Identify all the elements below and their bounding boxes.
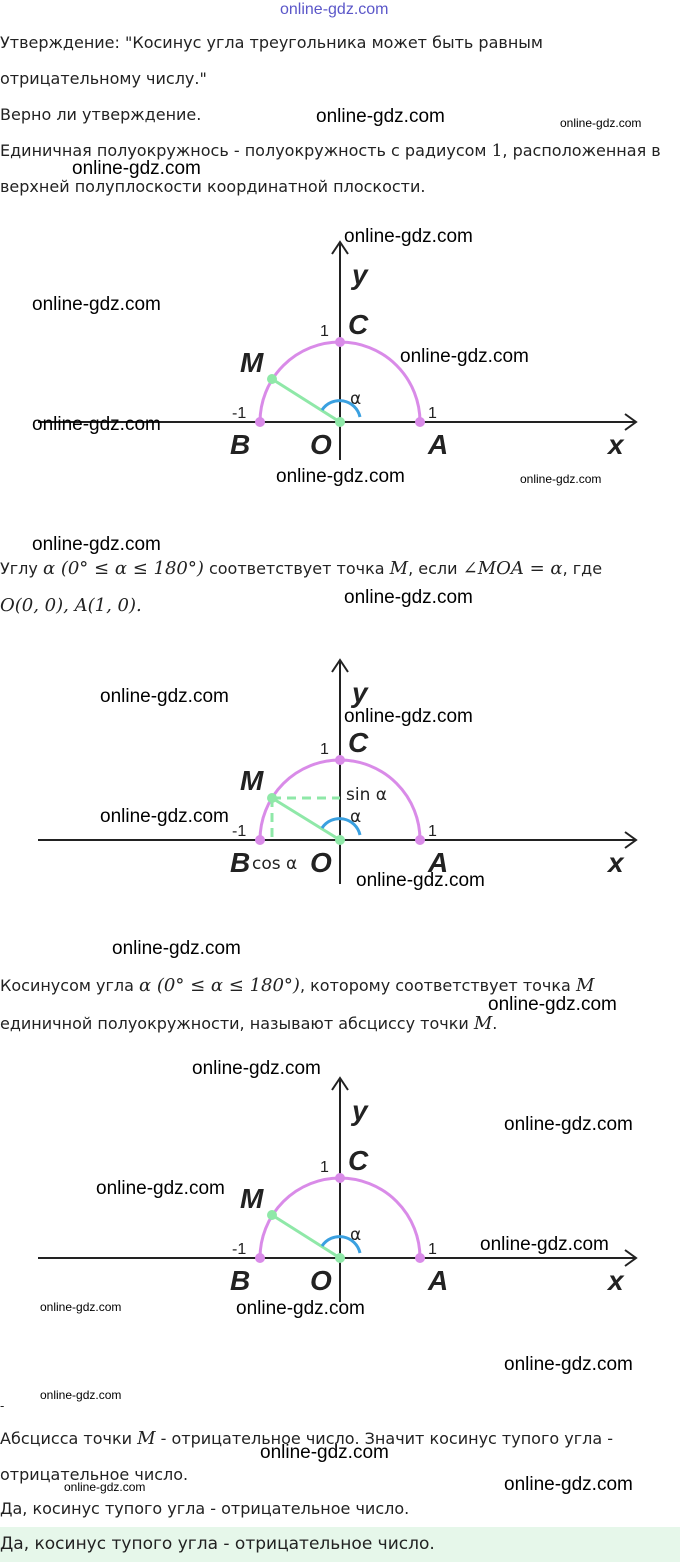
watermark: online-gdz.com	[316, 106, 445, 127]
tick-1-right: 1	[428, 1241, 437, 1258]
label-c: C	[348, 1145, 369, 1176]
label-o: O	[310, 847, 332, 878]
watermark: online-gdz.com	[344, 706, 473, 727]
label-m: M	[240, 765, 264, 796]
label-b: B	[230, 429, 251, 460]
radius-om	[272, 379, 340, 422]
label-c: C	[348, 727, 369, 758]
label-o: O	[310, 429, 332, 460]
question-line: Верно ли утверждение.	[0, 105, 202, 124]
diagram-1	[0, 232, 680, 472]
point-m-math-2: M	[473, 1013, 493, 1034]
cosine-range-math: α (0° ≤ α ≤ 180°)	[139, 975, 300, 996]
point-c	[335, 755, 345, 765]
watermark: online-gdz.com	[40, 1388, 122, 1402]
radius-om	[272, 798, 340, 840]
label-sin-alpha: sin α	[346, 785, 387, 805]
tick-1-right: 1	[428, 823, 437, 840]
tick-1-top: 1	[320, 741, 329, 758]
label-a: A	[428, 429, 449, 460]
watermark: online-gdz.com	[260, 1442, 389, 1463]
tick-minus-1: -1	[232, 1241, 247, 1258]
watermark: online-gdz.com	[100, 686, 229, 707]
point-m	[267, 374, 277, 384]
cosine-def-line-2	[0, 1014, 497, 1034]
label-m: M	[240, 1183, 264, 1214]
watermark: online-gdz.com	[356, 870, 485, 891]
label-m: M	[240, 347, 264, 378]
point-c	[335, 337, 345, 347]
watermark: online-gdz.com	[488, 994, 617, 1015]
cosine-text-b: , которому соответствует точка	[299, 976, 576, 995]
point-b	[255, 1253, 265, 1263]
watermark: online-gdz.com	[32, 294, 161, 315]
tick-1-right: 1	[428, 405, 437, 422]
point-o	[335, 1253, 345, 1263]
label-x: x	[608, 1265, 624, 1296]
tick-1-top: 1	[320, 323, 329, 340]
label-alpha: α	[350, 807, 362, 827]
top-watermark: online-gdz.com	[280, 1, 389, 18]
point-m-math: M	[575, 975, 595, 996]
label-x: x	[608, 847, 624, 878]
watermark: online-gdz.com	[276, 466, 405, 487]
watermark: online-gdz.com	[504, 1114, 633, 1135]
angle-line-2	[0, 596, 142, 616]
point-m	[267, 1210, 277, 1220]
tick-minus-1: -1	[232, 823, 247, 840]
dash-marker: -	[0, 1399, 5, 1413]
label-x: x	[608, 429, 624, 460]
watermark: online-gdz.com	[344, 226, 473, 247]
watermark: online-gdz.com	[192, 1058, 321, 1079]
angle-line-1	[0, 559, 602, 579]
point-a	[415, 417, 425, 427]
watermark: online-gdz.com	[480, 1234, 609, 1255]
watermark: online-gdz.com	[72, 158, 201, 179]
watermark: online-gdz.com	[560, 116, 642, 130]
label-b: B	[230, 847, 251, 878]
radius-om	[272, 1215, 340, 1258]
angle-text-b: соответствует точка	[203, 559, 390, 578]
label-b: B	[230, 1265, 251, 1296]
label-c: C	[348, 309, 369, 340]
label-y: y	[352, 677, 368, 708]
watermark: online-gdz.com	[520, 472, 602, 486]
definition-text-b: , расположенная в	[502, 141, 661, 160]
watermark: online-gdz.com	[504, 1474, 633, 1495]
label-a: A	[428, 1265, 449, 1296]
point-m-math: M	[389, 558, 409, 579]
conclusion-text-a: Абсцисса точки	[0, 1429, 138, 1448]
definition-text-a: Единичная полуокружнось - полуокружность с радиусом	[0, 141, 492, 160]
point-b	[255, 835, 265, 845]
cosine-text-c: единичной полуокружности, называют абсциссу точки	[0, 1014, 474, 1033]
conclusion-line-2: отрицательное число.	[0, 1465, 189, 1484]
watermark: online-gdz.com	[32, 534, 161, 555]
conclusion-line-3: Да, косинус тупого угла - отрицательное число.	[0, 1499, 410, 1518]
coordinates-math: O(0, 0), A(1, 0).	[0, 595, 142, 616]
point-c	[335, 1173, 345, 1183]
cosine-def-line-1	[0, 976, 594, 996]
point-m	[267, 793, 277, 803]
watermark: online-gdz.com	[112, 938, 241, 959]
angle-range-math: α (0° ≤ α ≤ 180°)	[42, 558, 204, 579]
statement-line-2: отрицательному числу."	[0, 69, 207, 88]
angle-text-d: , где	[562, 559, 603, 578]
point-a	[415, 1253, 425, 1263]
tick-1-top: 1	[320, 1159, 329, 1176]
watermark: online-gdz.com	[40, 1300, 122, 1314]
point-o	[335, 835, 345, 845]
radius-value: 1	[491, 141, 503, 161]
watermark: online-gdz.com	[236, 1298, 365, 1319]
label-alpha: α	[350, 389, 362, 409]
watermark: online-gdz.com	[96, 1178, 225, 1199]
cosine-text-a: Косинусом угла	[0, 976, 140, 995]
label-alpha: α	[350, 1225, 362, 1245]
point-a	[415, 835, 425, 845]
statement-line-1: Утверждение: "Косинус угла треугольника может быть равным	[0, 33, 543, 52]
angle-moa-math: ∠MOA = α	[462, 558, 563, 579]
label-y: y	[352, 1095, 368, 1126]
definition-line-2: верхней полуплоскости координатной плоскости.	[0, 177, 426, 196]
angle-text-a: Углу	[0, 559, 43, 578]
label-y: y	[352, 259, 368, 290]
angle-text-c: , если	[408, 559, 463, 578]
answer-box: Да, косинус тупого угла - отрицательное число.	[0, 1527, 680, 1562]
cosine-text-d: .	[492, 1014, 498, 1033]
label-o: O	[310, 1265, 332, 1296]
label-a: A	[428, 847, 449, 878]
point-m-math-3: M	[137, 1428, 156, 1449]
watermark: online-gdz.com	[100, 806, 229, 827]
tick-minus-1: -1	[232, 405, 247, 422]
point-o	[335, 417, 345, 427]
watermark: online-gdz.com	[400, 346, 529, 367]
conclusion-text-b: - отрицательное число. Значит косинус тупого угла -	[155, 1429, 613, 1448]
watermark: online-gdz.com	[32, 414, 161, 435]
watermark: online-gdz.com	[64, 1480, 146, 1494]
watermark: online-gdz.com	[344, 587, 473, 608]
label-cos-alpha: cos α	[252, 854, 298, 874]
point-b	[255, 417, 265, 427]
watermark: online-gdz.com	[504, 1354, 633, 1375]
